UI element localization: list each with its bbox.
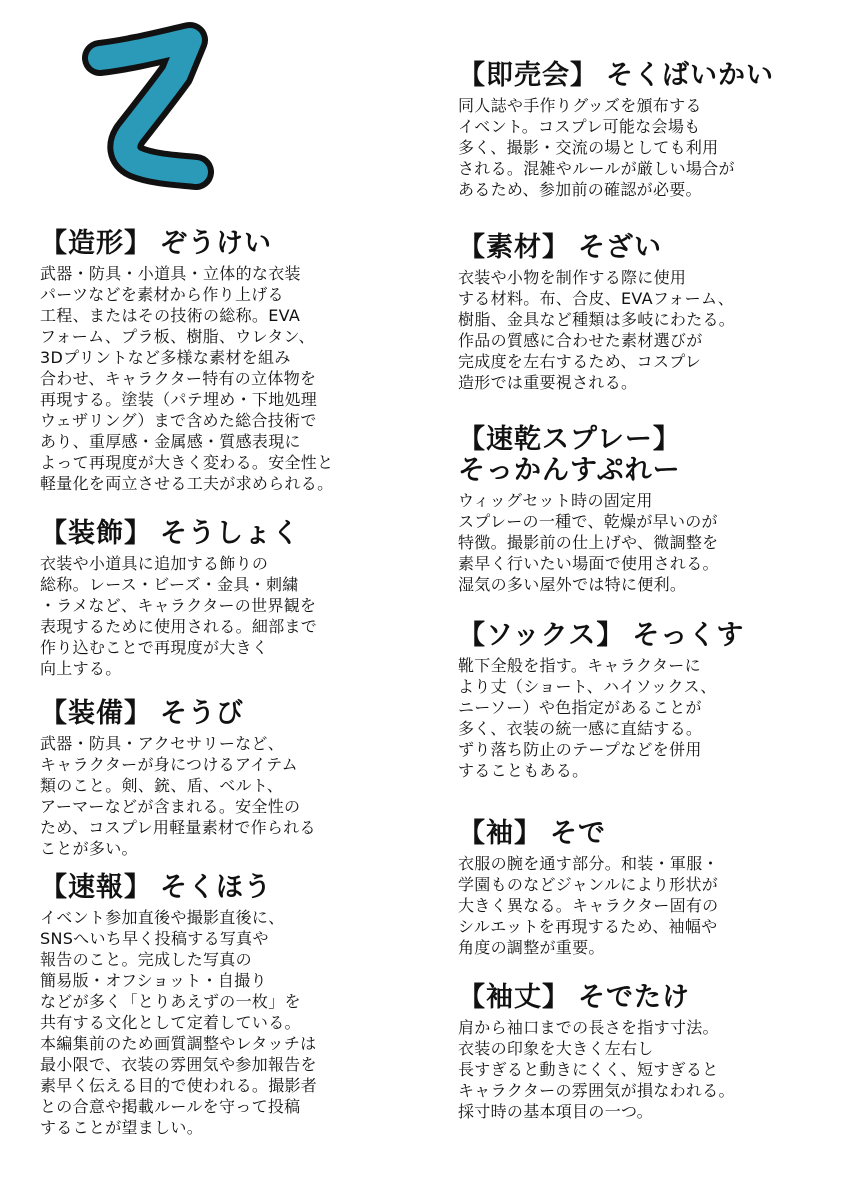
entry-reading: そっくす — [632, 620, 745, 651]
entry-term: 【速乾スプレー】 — [458, 424, 681, 455]
entry-heading — [40, 698, 316, 729]
entry-soubi — [40, 698, 316, 859]
entry-term: 【造形】 — [40, 228, 152, 259]
entry-reading: そざい — [578, 232, 662, 263]
entry-reading: そうしょく — [160, 518, 300, 549]
entry-body: 衣装や小道具に追加する飾りの 総称。レース・ビーズ・金具・刺繍 ・ラメなど、キャラクターの世界観を 表現するために使用される。細部まで 作り込むことで再現度が大きく 向上する。 — [40, 554, 318, 679]
entry-term: 【即売会】 — [458, 60, 598, 91]
entry-heading — [458, 620, 744, 651]
entry-sokuhou — [40, 872, 317, 1138]
entry-reading: そうび — [160, 698, 244, 729]
entry-heading — [458, 424, 719, 486]
entry-term: 【ソックス】 — [458, 620, 625, 651]
entry-heading — [458, 982, 735, 1013]
entry-reading: そくばいかい — [606, 60, 774, 91]
entry-body: 衣服の腕を通す部分。和装・軍服・ 学園ものなどジャンルにより形状が 大きく異なる。キャラクター固有の シルエットを再現するため、袖幅や 角度の調整が重要。 — [458, 854, 719, 958]
entry-heading — [458, 60, 774, 91]
entry-socks — [458, 620, 744, 781]
entry-heading — [458, 232, 735, 263]
initial-kana-graphic — [78, 10, 218, 225]
entry-soushoku — [40, 518, 317, 679]
entry-term: 【装備】 — [40, 698, 152, 729]
entry-zoukei — [40, 228, 333, 494]
entry-sozai — [458, 232, 735, 393]
entry-term: 【袖丈】 — [458, 982, 570, 1013]
entry-reading: ぞうけい — [160, 228, 272, 259]
entry-reading: そっかんすぷれー — [458, 455, 681, 487]
entry-body: イベント参加直後や撮影直後に、 SNSへいち早く投稿する写真や 報告のこと。完成した写真の 簡易版・オフショット・自撮り などが多く「とりあえずの一枚」を 共有する文化として定着している。 本編集前のため画質調整やレタッチは 最小限で、衣装の雰囲気や参加報告を 素早く伝える目的で使われる。撮影者 との合意や掲載ルールを守って投稿 することが望ましい。 — [40, 908, 318, 1138]
entry-body: 武器・防具・アクセサリーなど、 キャラクターが身につけるアイテム 類のこと。剣、銃、盾、ベルト、 アーマーなどが含まれる。安全性の ため、コスプレ用軽量素材で作られる ことが多い。 — [40, 734, 316, 859]
entry-term: 【速報】 — [40, 872, 152, 903]
entry-heading — [40, 228, 333, 259]
entry-body: 衣装や小物を制作する際に使用 する材料。布、合皮、EVAフォーム、 樹脂、金具など種類は多岐にわたる。 作品の質感に合わせた素材選びが 完成度を左右するため、コスプレ 造形では重要視される。 — [458, 268, 736, 393]
entry-term: 【装飾】 — [40, 518, 152, 549]
entry-term: 【袖】 — [458, 818, 542, 849]
entry-heading — [40, 872, 317, 903]
entry-reading: そで — [550, 818, 606, 849]
entry-reading: そでたけ — [578, 982, 690, 1013]
entry-heading — [40, 518, 317, 549]
entry-sokkan-spray — [458, 424, 719, 595]
entry-body: 武器・防具・小道具・立体的な衣装 パーツなどを素材から作り上げる 工程、またはその技術の総称。EVA フォーム、プラ板、樹脂、ウレタン、 3Dプリントなど多様な素材を組み 合わせ、キャラクター特有の立体物を 再現する。塗装（パテ埋め・下地処理 ウェザリング）まで含めた総合技術で あり、重厚感・金属感・質感表現に よって再現度が大きく変わる。安全性と 軽量化を両立させる工夫が求められる。 — [40, 264, 334, 494]
entry-heading — [458, 818, 719, 849]
entry-sode — [458, 818, 719, 958]
entry-body: 肩から袖口までの長さを指す寸法。 衣装の印象を大きく左右し 長すぎると動きにくく、短すぎると キャラクターの雰囲気が損なわれる。 採寸時の基本項目の一つ。 — [458, 1018, 735, 1122]
entry-sokubaikai — [458, 60, 774, 200]
entry-body: ウィッグセット時の固定用 スプレーの一種で、乾燥が早いのが 特徴。撮影前の仕上げや、微調整を 素早く行いたい場面で使用される。 湿気の多い屋外では特に便利。 — [458, 491, 719, 595]
entry-body: 靴下全般を指す。キャラクターに より丈（ショート、ハイソックス、 ニーソー）や色指定があることが 多く、衣装の統一感に直結する。 ずり落ち防止のテープなどを併用 することもある。 — [458, 656, 717, 781]
entry-sodetake — [458, 982, 735, 1122]
entry-term: 【素材】 — [458, 232, 570, 263]
entry-reading: そくほう — [160, 872, 272, 903]
entry-body: 同人誌や手作りグッズを頒布する イベント。コスプレ可能な会場も 多く、撮影・交流の場としても利用 される。混雑やルールが厳しい場合が あるため、参加前の確認が必要。 — [458, 96, 735, 200]
